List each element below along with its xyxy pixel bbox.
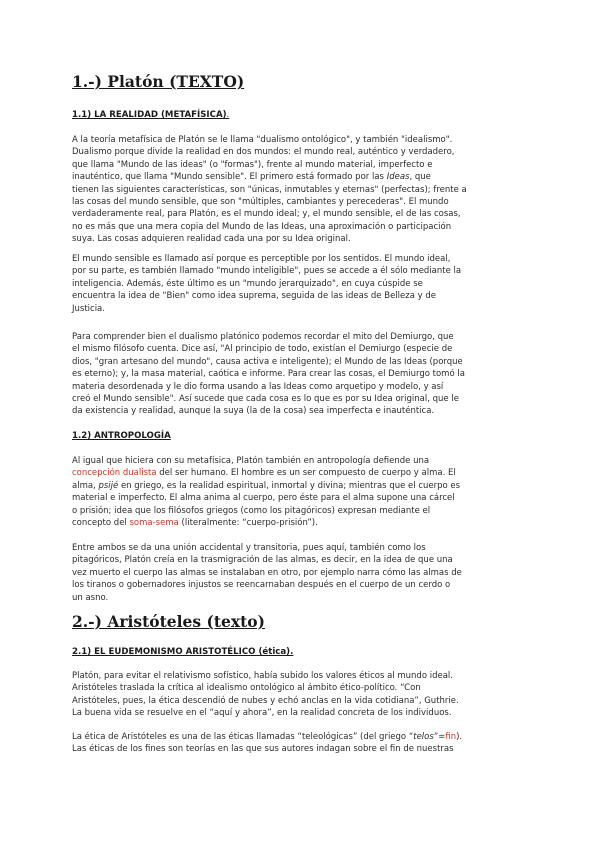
heading-plato: 1.-) Platón (TEXTO) (72, 72, 245, 91)
text-segment: inauténtico, que llama "Mundo sensible". El primero está formado por las (72, 172, 387, 183)
text-segment: (literalmente: “cuerpo-prisión”). (178, 517, 318, 528)
paragraph-mundo-sensible (72, 253, 528, 315)
paragraph-demiurgo (72, 331, 528, 418)
text-line (72, 171, 528, 183)
text-line: es eterno); y, la masa material, caótica e informe. Para crear las cosas, el Demiurgo tomó la (72, 369, 465, 380)
text-line (72, 467, 528, 479)
subheading-realidad-text: 1.1) LA REALIDAD (METAFÍSICA) (72, 110, 227, 120)
text-line: que llama "Mundo de las ideas" (o "formas"), frente al mundo material, imperfecto e (72, 159, 433, 170)
text-line (72, 731, 528, 743)
subheading-realidad-suffix: . (226, 110, 230, 120)
italic-ideas: Ideas (386, 172, 410, 183)
subheading-eudemonismo: 2.1) EL EUDEMONISMO ARISTOTÉLICO (ética). (72, 647, 294, 657)
text-line: da existencia y realidad, aunque la suya (la de la cosa) sea imperfecta e inauténtica. (72, 406, 435, 417)
text-line: Entre ambos se da una unión accidental y transitoria, pues aquí, también como los (72, 543, 426, 553)
paragraph-trasmigracion (72, 542, 528, 604)
text-line: creó el Mundo sensible". Así sucede que cada cosa es lo que es por su Idea original, que le (72, 393, 459, 404)
text-line: materia desordenada y le dio forma usando a las Ideas como arquetipo y modelo, y así (72, 381, 444, 392)
text-line: los tiranos o gobernadores injustos se reencarnaban después en el cuerpo de un cerdo o (72, 580, 451, 591)
heading-aristoteles: 2.-) Aristóteles (texto) (72, 612, 265, 631)
paragraph-teleologicas (72, 731, 528, 756)
text-line: Aristóteles traslada la crítica al idealismo ontológico al ámbito ético-político. “Con (72, 683, 421, 694)
text-line: A la teoría metafísica de Platón se le llama "dualismo ontológico", y también "idealismo". (72, 135, 453, 145)
text-segment: ”= (433, 732, 446, 742)
text-line: dios, "gran artesano del mundo", causa activa e inteligente); el Mundo de las Ideas (porque (72, 356, 463, 367)
text-segment: ). (456, 732, 463, 742)
text-line: pitagóricos, Platón creía en la trasmigración de las almas, es decir, en la idea de que una (72, 555, 453, 566)
text-segment: concepto del (72, 517, 130, 528)
text-line: Dualismo porque divide la realidad en dos mundos: el mundo real, auténtico y verdadero, (72, 147, 455, 158)
text-line: o prisión; idea que los filósofos griegos (como los pitagóricos) expresan mediante el (72, 505, 431, 516)
text-line: por su parte, es también llamado "mundo inteligible", pues se accede a él sólo mediante la (72, 266, 462, 277)
text-line: suya. Las cosas adquieren realidad cada una por su Idea original. (72, 234, 351, 245)
text-line: inteligencia. Además, éste último es un "mundo jerarquizado", en cuya cúspide se (72, 278, 423, 289)
text-segment: del ser humano. El hombre es un ser compuesto de cuerpo y alma. El (156, 468, 456, 479)
text-line: vez muerto el cuerpo las almas se instalaban en otro, por ejemplo narra cómo las almas de (72, 567, 462, 578)
text-segment: La ética de Aristóteles es una de las éticas llamadas “teleológicas” (del griego “ (72, 732, 414, 742)
text-line: un asno. (72, 592, 109, 603)
text-line: las cosas del mundo sensible, que son "múltiples, cambiantes y perecederas". El mundo (72, 196, 449, 207)
text-line: no es más que una mera copia del Mundo de las Ideas, una aproximación o participación (72, 221, 452, 232)
text-line: Aristóteles, pues, la ética descendió de nubes y echó anclas en la vida cotidiana”, Guthrie. (72, 695, 459, 706)
text-segment: en griego, es la realidad espiritual, inmortal y divina; mientras que el cuerpo es (118, 480, 461, 491)
highlight-concepcion-dualista: concepción dualista (72, 468, 157, 479)
text-line: el mismo filósofo cuenta. Dice así, "Al principio de todo, existían el Demiurgo (especie de (72, 344, 453, 355)
italic-telos: telos (413, 732, 434, 742)
text-line: Justicia. (72, 303, 105, 314)
paragraph-etica-aristoteles (72, 670, 528, 720)
text-line: Platón, para evitar el relativismo sofístico, había subido los valores éticos al mundo ideal. (72, 671, 453, 681)
paragraph-metafisica (72, 134, 528, 246)
italic-psije: psijé (98, 480, 119, 491)
text-line (72, 480, 528, 492)
subheading-realidad (72, 110, 229, 120)
text-line: material e imperfecto. El alma anima al cuerpo, pero éste para el alma supone una cárcel (72, 493, 455, 504)
text-line: Al igual que hiciera con su metafísica, Platón también en antropología defiende una (72, 456, 430, 466)
text-segment: , que (409, 172, 431, 183)
text-line (72, 517, 528, 529)
highlight-soma-sema: soma-sema (129, 517, 179, 528)
subheading-antropologia: 1.2) ANTROPOLOGÍA (72, 431, 171, 441)
text-line: verdaderamente real, para Platón, es el mundo ideal; y, el mundo sensible, el de las cosas, (72, 209, 461, 220)
paragraph-antropologia (72, 455, 528, 529)
text-line: El mundo sensible es llamado así porque es perceptible por los sentidos. El mundo ideal, (72, 254, 451, 264)
text-line: Las éticas de los fines son teorías en las que sus autores indagan sobre el fin de nuestras (72, 744, 454, 755)
text-line: La buena vida se resuelve en el “aquí y ahora”, en la realidad concreta de los individuos. (72, 708, 452, 719)
text-segment: alma, (72, 480, 99, 491)
highlight-fin: fin (445, 732, 457, 742)
text-line: Para comprender bien el dualismo platónico podemos recordar el mito del Demiurgo, que (72, 332, 454, 342)
text-line: tienen las siguientes características, son "únicas, inmutables y eternas" (perfectas); frente a (72, 184, 467, 195)
text-line: encuentra la idea de "Bien" como idea suprema, seguida de las ideas de Belleza y de (72, 291, 436, 302)
